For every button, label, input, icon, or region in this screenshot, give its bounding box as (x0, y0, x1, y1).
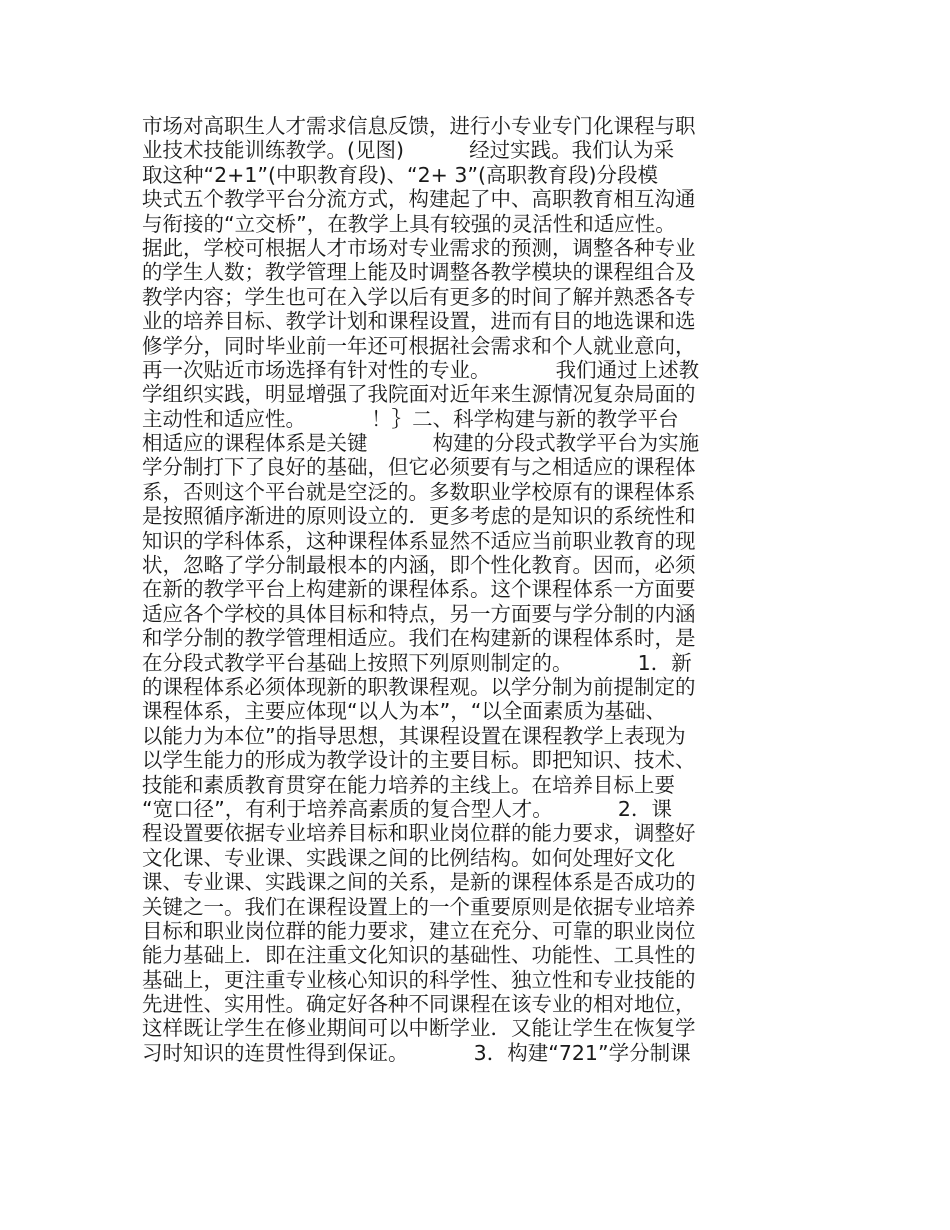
text-line: 系，否则这个平台就是空泛的。多数职业学校原有的课程体系 (142, 479, 696, 504)
text-line: 以学生能力的形成为教学设计的主要目标。即把知识、技术、 (142, 748, 696, 773)
text-line: 再一次贴近市场选择有针对性的专业。 我们通过上述教 (142, 357, 700, 382)
text-line: 关键之一。我们在课程设置上的一个重要原则是依据专业培养 (142, 894, 696, 919)
text-line: 在分段式教学平台基础上按照下列原则制定的。 1．新 (142, 650, 692, 675)
text-line: 和学分制的教学管理相适应。我们在构建新的课程体系时，是 (142, 626, 696, 651)
body-text (142, 114, 742, 1065)
text-line: 主动性和适应性。 ！｝二、科学构建与新的教学平台 (142, 406, 679, 431)
text-line: 学分制打下了良好的基础，但它必须要有与之相适应的课程体 (142, 455, 696, 480)
text-line: 以能力为本位”的指导思想，其课程设置在课程教学上表现为 (142, 723, 686, 748)
text-line: 课、专业课、实践课之间的关系，是新的课程体系是否成功的 (142, 870, 696, 895)
text-line: 知识的学科体系，这种课程体系显然不适应当前职业教育的现 (142, 528, 696, 553)
text-line: 相适应的课程体系是关键 构建的分段式教学平台为实施 (142, 431, 700, 456)
text-line: 是按照循序渐进的原则设立的．更多考虑的是知识的系统性和 (142, 504, 696, 529)
text-line: 块式五个教学平台分流方式，构建起了中、高职教育相互沟通 (142, 187, 696, 212)
text-line: 的课程体系必须体现新的职教课程观。以学分制为前提制定的 (142, 674, 696, 699)
text-line: 程设置要依据专业培养目标和职业岗位群的能力要求，调整好 (142, 821, 696, 846)
text-line: 业技术技能训练教学。(见图) 经过实践。我们认为采 (142, 138, 675, 163)
text-line: 修学分，同时毕业前一年还可根据社会需求和个人就业意向， (142, 333, 696, 358)
text-line: 市场对高职生人才需求信息反馈，进行小专业专门化课程与职 (142, 114, 696, 138)
text-line: 的学生人数；教学管理上能及时调整各教学模块的课程组合及 (142, 260, 696, 285)
text-line: 在新的教学平台上构建新的课程体系。这个课程体系一方面要 (142, 577, 696, 602)
text-line: 能力基础上．即在注重文化知识的基础性、功能性、工具性的 (142, 943, 696, 968)
text-line: 学组织实践，明显增强了我院面对近年来生源情况复杂局面的 (142, 382, 696, 407)
text-line: 先进性、实用性。确定好各种不同课程在该专业的相对地位， (142, 992, 696, 1017)
text-line: 教学内容；学生也可在入学以后有更多的时间了解并熟悉各专 (142, 284, 696, 309)
text-line: 与衔接的“立交桥”，在教学上具有较强的灵活性和适应性。 (142, 211, 676, 236)
text-line: 适应各个学校的具体目标和特点，另一方面要与学分制的内涵 (142, 601, 696, 626)
text-line: 业的培养目标、教学计划和课程设置，进而有目的地选课和选 (142, 309, 696, 334)
text-line: “宽口径”，有利于培养高素质的复合型人才。 2．课 (142, 796, 672, 821)
text-line: 课程体系，主要应体现“以人为本”，“以全面素质为基础、 (142, 699, 666, 724)
text-line: 据此，学校可根据人才市场对专业需求的预测，调整各种专业 (142, 235, 696, 260)
text-line: 基础上，更注重专业核心知识的科学性、独立性和专业技能的 (142, 967, 696, 992)
text-line: 技能和素质教育贯穿在能力培养的主线上。在培养目标上要 (142, 772, 675, 797)
text-line: 取这种“2+1”(中职教育段)、“2+ 3”(高职教育段)分段模 (142, 162, 659, 187)
text-line: 习时知识的连贯性得到保证。 3．构建“721”学分制课 (142, 1040, 691, 1065)
text-line: 文化课、专业课、实践课之间的比例结构。如何处理好文化 (142, 845, 675, 870)
text-line: 状，忽略了学分制最根本的内涵，即个性化教育。因而，必须 (142, 553, 696, 578)
text-line: 目标和职业岗位群的能力要求，建立在充分、可靠的职业岗位 (142, 918, 696, 943)
text-line: 这样既让学生在修业期间可以中断学业．又能让学生在恢复学 (142, 1016, 696, 1041)
